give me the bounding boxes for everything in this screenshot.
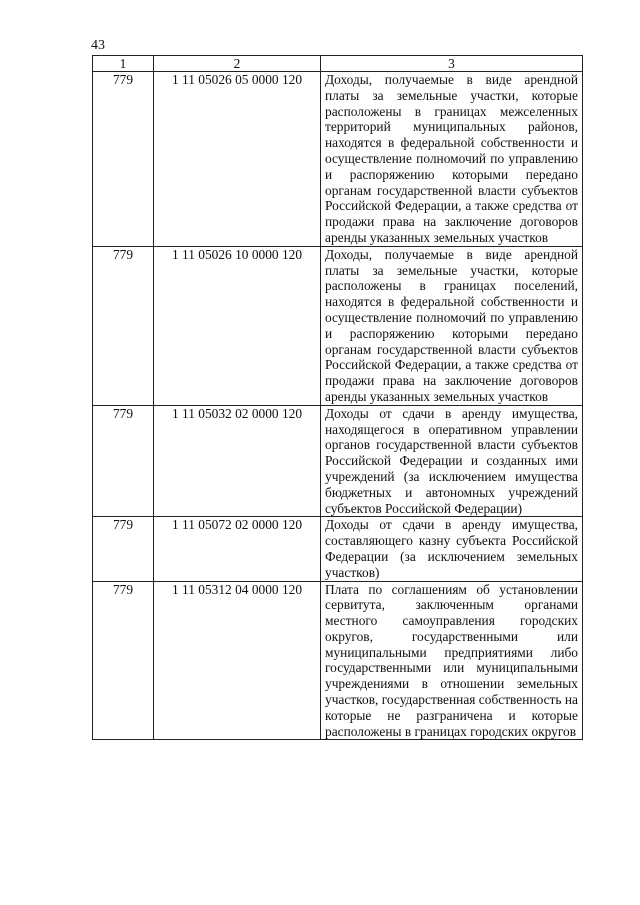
column-header-3: 3 [321, 56, 583, 72]
admin-code-cell: 779 [93, 581, 154, 740]
table-header-row [93, 56, 583, 72]
table-row [93, 581, 583, 740]
table-row [93, 72, 583, 247]
column-header-1: 1 [93, 56, 154, 72]
column-header-2: 2 [154, 56, 321, 72]
admin-code-cell: 779 [93, 517, 154, 581]
table-row [93, 517, 583, 581]
admin-code-cell: 779 [93, 246, 154, 405]
kbk-code-cell: 1 11 05312 04 0000 120 [154, 581, 321, 740]
kbk-code-cell: 1 11 05026 10 0000 120 [154, 246, 321, 405]
description-cell: Плата по соглашениям об установлении сервитута, заключенным органами местного самоуправления городских округов, государственными или муниципальными предприятиями либо государственными или муниципальными учреждениями в отношении земельных участков, государственная собственность на которые не разграничена и которые расположены в границах городских округов [321, 581, 583, 740]
description-cell: Доходы, получаемые в виде арендной платы за земельные участки, которые расположены в границах межселенных территорий муниципальных районов, находятся в федеральной собственности и осуществление полномочий по управлению и распоряжению которыми передано органам государственной власти субъектов Российской Федерации, а также средства от продажи права на заключение договоров аренды указанных земельных участков [321, 72, 583, 247]
admin-code-cell: 779 [93, 405, 154, 517]
kbk-code-cell: 1 11 05072 02 0000 120 [154, 517, 321, 581]
kbk-code-cell: 1 11 05026 05 0000 120 [154, 72, 321, 247]
revenue-codes-table [92, 55, 583, 740]
table-row [93, 246, 583, 405]
admin-code-cell: 779 [93, 72, 154, 247]
kbk-code-cell: 1 11 05032 02 0000 120 [154, 405, 321, 517]
description-cell: Доходы от сдачи в аренду имущества, составляющего казну субъекта Российской Федерации (за исключением земельных участков) [321, 517, 583, 581]
description-cell: Доходы от сдачи в аренду имущества, находящегося в оперативном управлении органов государственной власти субъектов Российской Федерации и созданных ими учреждений (за исключением имущества бюджетных и автономных учреждений субъектов Российской Федерации) [321, 405, 583, 517]
table-row [93, 405, 583, 517]
description-cell: Доходы, получаемые в виде арендной платы за земельные участки, которые расположены в границах поселений, находятся в федеральной собственности и осуществление полномочий по управлению и распоряжению которыми передано органам государственной власти субъектов Российской Федерации, а также средства от продажи права на заключение договоров аренды указанных земельных участков [321, 246, 583, 405]
page-number: 43 [91, 38, 105, 53]
